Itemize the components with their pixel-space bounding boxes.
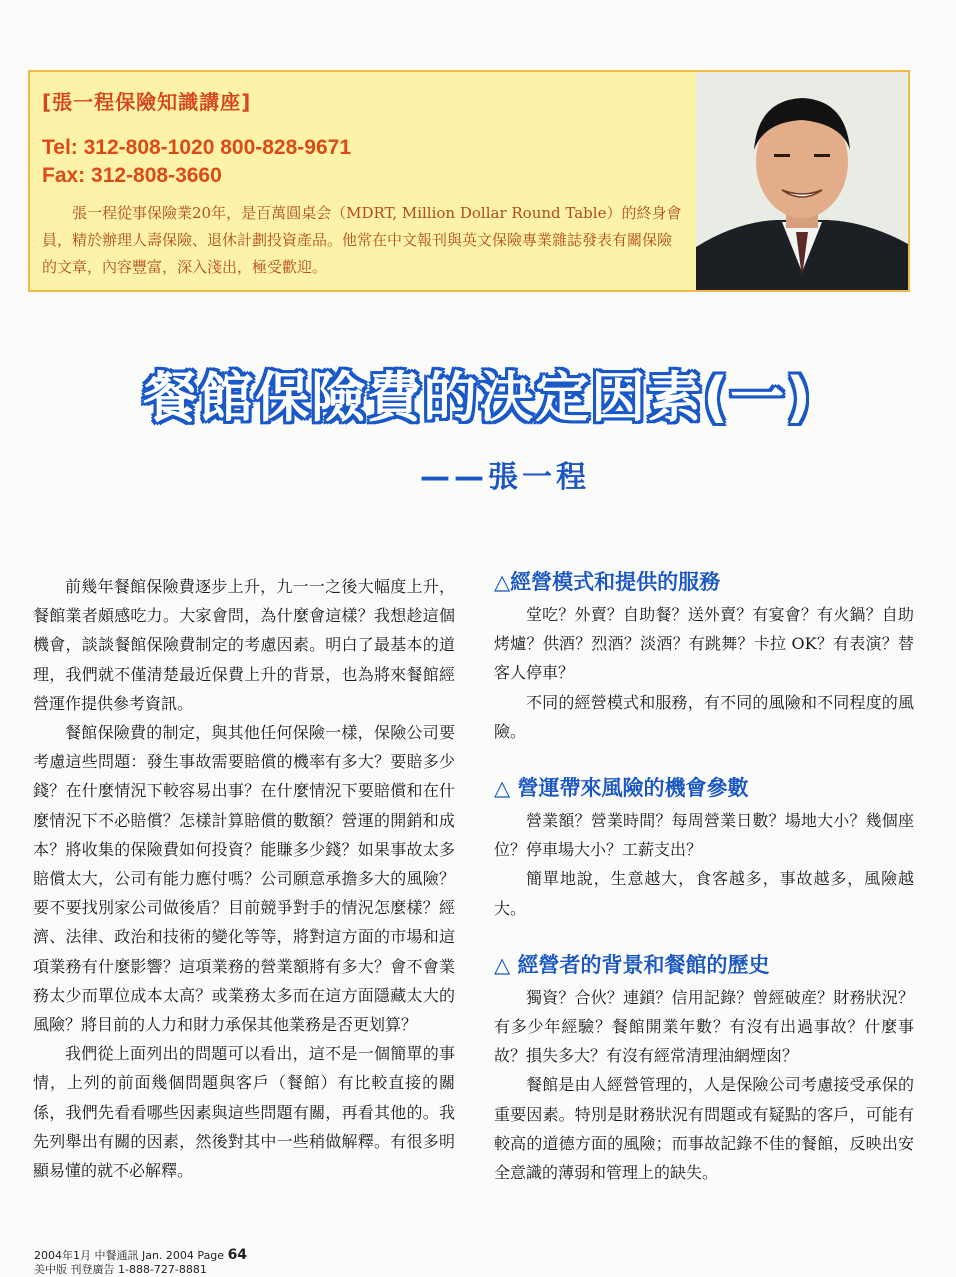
paragraph: 餐館是由人經營管理的，人是保險公司考慮接受承保的重要因素。特別是財務狀況有問題或有疑點的客戶，可能有較高的道德方面的風險；而事故記錄不佳的餐館，反映出安全意識的薄弱和管理上的缺失。 <box>494 1075 914 1183</box>
portrait-illustration <box>696 72 908 290</box>
paragraph: 前幾年餐館保險費逐步上升，九一一之後大幅度上升，餐館業者頗感吃力。大家會問，為什麼會這樣？我想趁這個機會，談談餐館保險費制定的考慮因素。明白了最基本的道理，我們就不僅清楚最近保費上升的背景，也為將來餐館經營運作提供參考資訊。 <box>33 577 455 713</box>
column-title: [張一程保險知識講座] <box>42 90 252 114</box>
paragraph: 我們從上面列出的問題可以看出，這不是一個簡單的事情，上列的前面幾個問題與客戶（餐館）有比較直接的關係，我們先看看哪些因素與這些問題有關，再看其他的。我先列舉出有關的因素，然後對其中一些稍做解釋。有很多明顯易懂的就不必解釋。 <box>33 1044 455 1181</box>
telephone-numbers: Tel: 312-808-1020 800-828-9671 <box>42 136 352 159</box>
paragraph: 餐館保險費的制定，與其他任何保險一樣，保險公司要考慮這些問題：發生事故需要賠償的機率有多大？要賠多少錢？在什麼情況下較容易出事？在什麼情況下要賠償和在什麼情況下不必賠償？怎樣計算賠償的數額？營運的開銷和成本？將收集的保險費如何投資？能賺多少錢？如果事故太多賠償太大，公司有能力應付嗎？公司願意承擔多大的風險？要不要找別家公司做後盾？目前競爭對手的情況怎麼樣？經濟、法律、政治和技術的變化等等，將對這方面的市場和這項業務有什麼影響？這項業務的營業額將有多大？會不會業務太少而單位成本太高？或業務太多而在這方面隱藏太大的風險？將目前的人力和財力承保其他業務是否更划算？ <box>33 723 455 1035</box>
footer-issue: 2004年1月 中餐通訊 Jan. 2004 Page <box>34 1249 225 1262</box>
paragraph: 營業額？營業時間？每周營業日數？場地大小？幾個座位？停車場大小？工薪支出？ <box>494 811 914 860</box>
fax-number: Fax: 312-808-3660 <box>42 164 222 187</box>
page-number: 64 <box>227 1247 248 1263</box>
section-heading: △ 營運帶來風險的機會參數 <box>494 776 749 801</box>
author-portrait <box>696 72 908 290</box>
section-heading: △經營模式和提供的服務 <box>494 570 721 594</box>
section-heading: △ 經營者的背景和餐館的歷史 <box>494 952 770 977</box>
column-info-box <box>28 70 910 292</box>
footer-advertising: 美中版 刊登廣告 1-888-727-8881 <box>34 1263 207 1276</box>
paragraph: 堂吃？外賣？自助餐？送外賣？有宴會？有火鍋？自助烤爐？供酒？烈酒？淡酒？有跳舞？卡拉 OK？有表演？替客人停車？ <box>494 605 914 683</box>
paragraph: 獨資？合伙？連鎖？信用記錄？曾經破産？財務狀況？有多少年經驗？餐館開業年數？有沒有出過事故？什麼事故？損失多大？有沒有經常清理油網煙囱？ <box>494 987 914 1066</box>
author-bio: 張一程從事保險業20年，是百萬圓桌会（MDRT, Million Dollar Round Table）的終身會員，精於辦理人壽保險、退休計劃投資產品。他常在中文報刊與英文保險專業雜誌發表有關保險的文章，內容豐富，深入淺出，極受歡迎。 <box>42 204 682 276</box>
paragraph: 簡單地說，生意越大，食客越多，事故越多，風險越大。 <box>494 869 914 918</box>
right-column <box>494 566 914 1187</box>
paragraph: 不同的經營模式和服務，有不同的風險和不同程度的風險。 <box>494 692 914 741</box>
left-column <box>33 572 455 1185</box>
article-title: 餐館保險費的決定因素(一) <box>143 366 813 429</box>
article-byline: ——張一程 <box>420 460 590 495</box>
page-footer <box>34 1248 247 1277</box>
